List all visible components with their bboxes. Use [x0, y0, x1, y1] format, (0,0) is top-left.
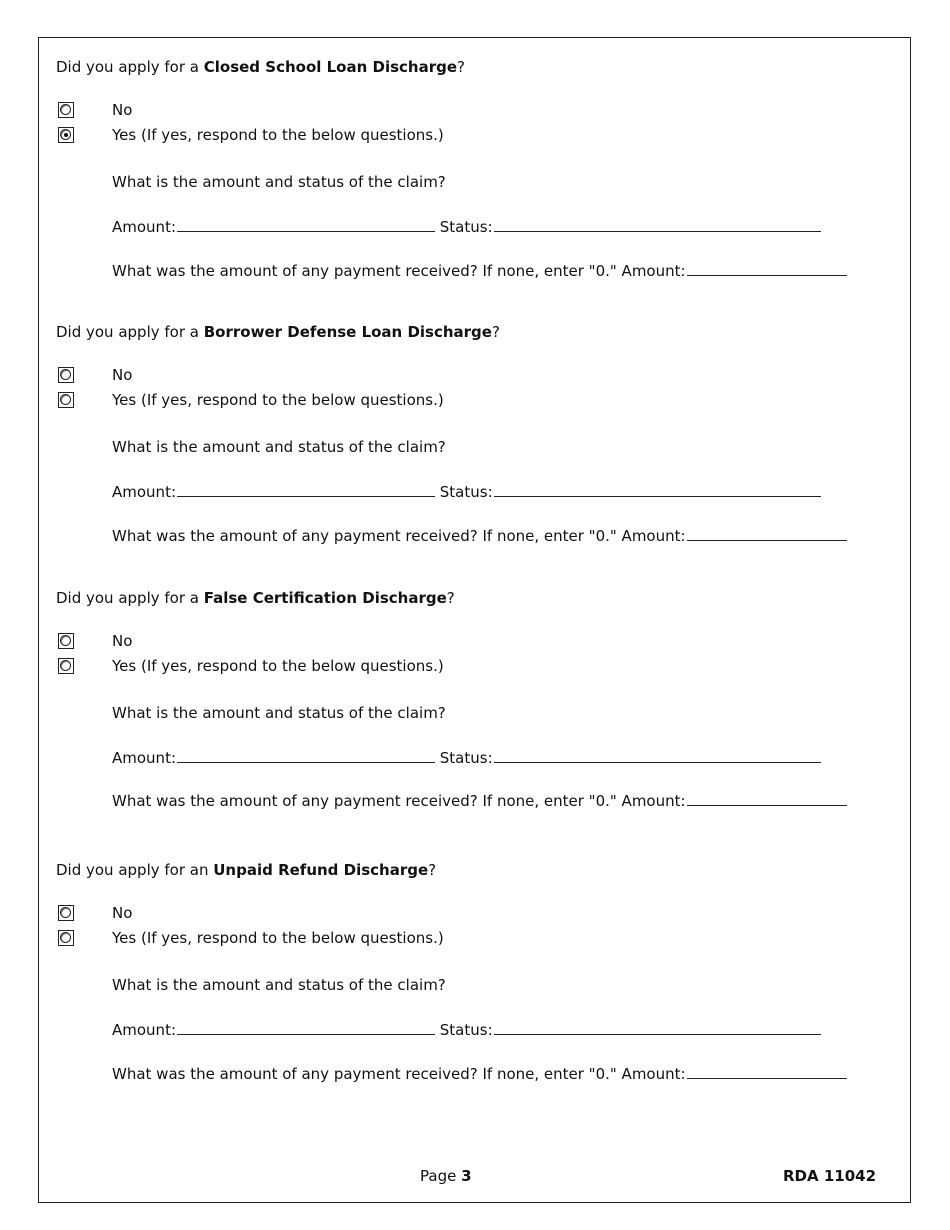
payment-row — [112, 525, 847, 546]
status-input[interactable] — [494, 747, 821, 763]
status-label: Status: — [439, 218, 493, 236]
status-input[interactable] — [494, 216, 821, 232]
amount-input[interactable] — [177, 481, 435, 497]
amount-input[interactable] — [177, 216, 435, 232]
radio-no-label: No — [112, 366, 133, 384]
payment-question: What was the amount of any payment received? If none, enter "0." Amount: — [112, 262, 686, 280]
claim-question: What is the amount and status of the claim? — [112, 438, 446, 456]
radio-no[interactable] — [58, 367, 74, 383]
status-input[interactable] — [494, 1019, 821, 1035]
payment-amount-input[interactable] — [687, 790, 847, 806]
amount-label: Amount: — [112, 483, 176, 501]
radio-yes-label: Yes (If yes, respond to the below questions.) — [112, 657, 444, 675]
claim-question: What is the amount and status of the claim? — [112, 704, 446, 722]
payment-question: What was the amount of any payment received? If none, enter "0." Amount: — [112, 1065, 686, 1083]
radio-no[interactable] — [58, 633, 74, 649]
amount-status-row — [112, 1019, 821, 1040]
status-label: Status: — [439, 483, 493, 501]
payment-amount-input[interactable] — [687, 525, 847, 541]
amount-input[interactable] — [177, 747, 435, 763]
question-heading: Did you apply for a Borrower Defense Loan Discharge? — [56, 323, 500, 341]
status-label: Status: — [439, 1021, 493, 1039]
payment-row — [112, 790, 847, 811]
page-number: Page 3 — [420, 1167, 472, 1185]
payment-amount-input[interactable] — [687, 1063, 847, 1079]
amount-status-row — [112, 747, 821, 768]
payment-row — [112, 260, 847, 281]
amount-label: Amount: — [112, 749, 176, 767]
status-label: Status: — [439, 749, 493, 767]
radio-yes-label: Yes (If yes, respond to the below questions.) — [112, 391, 444, 409]
radio-yes-label: Yes (If yes, respond to the below questions.) — [112, 929, 444, 947]
status-input[interactable] — [494, 481, 821, 497]
payment-question: What was the amount of any payment received? If none, enter "0." Amount: — [112, 792, 686, 810]
amount-status-row — [112, 216, 821, 237]
question-heading: Did you apply for a Closed School Loan Discharge? — [56, 58, 465, 76]
question-heading: Did you apply for a False Certification Discharge? — [56, 589, 455, 607]
payment-row — [112, 1063, 847, 1084]
claim-question: What is the amount and status of the claim? — [112, 173, 446, 191]
claim-question: What is the amount and status of the claim? — [112, 976, 446, 994]
amount-status-row — [112, 481, 821, 502]
radio-no-label: No — [112, 904, 133, 922]
radio-yes[interactable] — [58, 658, 74, 674]
amount-label: Amount: — [112, 218, 176, 236]
radio-yes[interactable] — [58, 930, 74, 946]
radio-no[interactable] — [58, 905, 74, 921]
radio-yes[interactable] — [58, 392, 74, 408]
radio-no-label: No — [112, 101, 133, 119]
form-id: RDA 11042 — [783, 1167, 877, 1185]
payment-amount-input[interactable] — [687, 260, 847, 276]
radio-no-label: No — [112, 632, 133, 650]
radio-yes-label: Yes (If yes, respond to the below questions.) — [112, 126, 444, 144]
payment-question: What was the amount of any payment received? If none, enter "0." Amount: — [112, 527, 686, 545]
radio-no[interactable] — [58, 102, 74, 118]
radio-yes[interactable] — [58, 127, 74, 143]
amount-input[interactable] — [177, 1019, 435, 1035]
amount-label: Amount: — [112, 1021, 176, 1039]
question-heading: Did you apply for an Unpaid Refund Discharge? — [56, 861, 437, 879]
